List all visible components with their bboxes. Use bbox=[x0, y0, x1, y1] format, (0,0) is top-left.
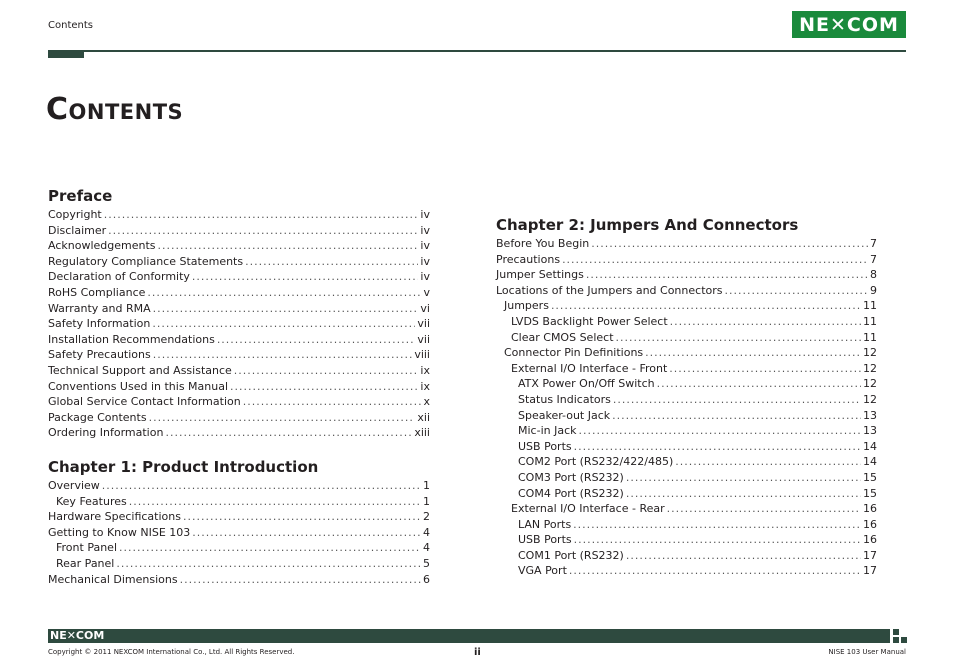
header-rule bbox=[48, 50, 906, 52]
toc-entry-page: xii bbox=[417, 410, 430, 424]
toc-entry-label: VGA Port bbox=[518, 564, 567, 578]
toc-entry[interactable] bbox=[48, 556, 430, 572]
toc-entry[interactable] bbox=[48, 301, 430, 317]
toc-entry[interactable] bbox=[496, 298, 877, 314]
toc-entry-page: 7 bbox=[870, 252, 877, 266]
chapter1-section bbox=[48, 456, 430, 587]
toc-entry-page: iv bbox=[420, 223, 430, 237]
toc-entry-label: Key Features bbox=[56, 494, 127, 508]
toc-leader-dots bbox=[586, 267, 868, 283]
toc-entry[interactable] bbox=[48, 363, 430, 379]
toc-entry-page: 16 bbox=[863, 517, 877, 531]
toc-entry-label: Safety Information bbox=[48, 317, 151, 331]
toc-entry-page: 4 bbox=[423, 525, 430, 539]
toc-entry-label: Speaker-out Jack bbox=[518, 408, 611, 422]
toc-entry-label: Regulatory Compliance Statements bbox=[48, 254, 244, 268]
copyright-text: Copyright © 2011 NEXCOM International Co., Ltd. All Rights Reserved. bbox=[48, 648, 295, 656]
toc-entry-label: Installation Recommendations bbox=[48, 332, 215, 346]
toc-leader-dots bbox=[675, 454, 861, 470]
toc-leader-dots bbox=[129, 494, 421, 510]
toc-entry[interactable] bbox=[48, 394, 430, 410]
toc-leader-dots bbox=[243, 394, 422, 410]
toc-leader-dots bbox=[183, 509, 421, 525]
toc-entry-page: x bbox=[423, 395, 430, 409]
toc-entry-page: iv bbox=[420, 270, 430, 284]
toc-entry[interactable] bbox=[496, 548, 877, 564]
toc-leader-dots bbox=[116, 556, 421, 572]
toc-entry-page: 1 bbox=[423, 494, 430, 508]
toc-entry-page: 8 bbox=[870, 268, 877, 282]
chapter2-heading: Chapter 2: Jumpers And Connectors bbox=[496, 216, 799, 234]
toc-entry-page: 6 bbox=[423, 572, 430, 586]
toc-entry-label: COM3 Port (RS232) bbox=[518, 470, 624, 484]
toc-entry[interactable] bbox=[496, 267, 877, 283]
toc-entry-page: ix bbox=[420, 379, 430, 393]
toc-entry-page: 5 bbox=[423, 556, 430, 570]
toc-leader-dots bbox=[153, 301, 419, 317]
toc-entry-label: Disclaimer bbox=[48, 223, 107, 237]
toc-entry-page: iv bbox=[420, 254, 430, 268]
toc-entry[interactable] bbox=[48, 494, 430, 510]
toc-leader-dots bbox=[149, 410, 416, 426]
toc-entry-page: 13 bbox=[863, 424, 877, 438]
toc-entry[interactable] bbox=[496, 439, 877, 455]
toc-entry[interactable] bbox=[496, 532, 877, 548]
chapter1-list bbox=[48, 478, 430, 587]
toc-leader-dots bbox=[579, 423, 862, 439]
toc-entry-page: 17 bbox=[863, 564, 877, 578]
toc-entry-page: 4 bbox=[423, 541, 430, 555]
toc-leader-dots bbox=[104, 207, 419, 223]
footer-logo: NE✕COM bbox=[50, 629, 105, 642]
logo-text: NE✕COM bbox=[799, 13, 899, 36]
preface-section bbox=[48, 185, 430, 441]
toc-entry-label: LVDS Backlight Power Select bbox=[511, 314, 668, 328]
toc-leader-dots bbox=[153, 347, 413, 363]
toc-entry[interactable] bbox=[48, 285, 430, 301]
toc-leader-dots bbox=[152, 316, 415, 332]
footer-bar bbox=[48, 629, 890, 643]
toc-entry-label: COM2 Port (RS232/422/485) bbox=[518, 455, 674, 469]
toc-entry[interactable] bbox=[496, 283, 877, 299]
toc-entry-label: RoHS Compliance bbox=[48, 285, 146, 299]
preface-list bbox=[48, 207, 430, 441]
toc-entry[interactable] bbox=[496, 423, 877, 439]
toc-leader-dots bbox=[217, 332, 416, 348]
toc-leader-dots bbox=[230, 379, 418, 395]
toc-entry-label: COM1 Port (RS232) bbox=[518, 548, 624, 562]
toc-entry[interactable] bbox=[48, 238, 430, 254]
toc-leader-dots bbox=[657, 376, 861, 392]
toc-leader-dots bbox=[612, 408, 861, 424]
toc-entry-label: Clear CMOS Select bbox=[511, 330, 614, 344]
manual-name: NISE 103 User Manual bbox=[828, 648, 906, 656]
toc-entry-page: 11 bbox=[863, 330, 877, 344]
toc-entry-label: Global Service Contact Information bbox=[48, 395, 241, 409]
toc-entry[interactable] bbox=[496, 361, 877, 377]
chapter1-heading: Chapter 1: Product Introduction bbox=[48, 458, 319, 476]
toc-entry-page: 13 bbox=[863, 408, 877, 422]
toc-entry-page: vi bbox=[420, 301, 430, 315]
toc-leader-dots bbox=[574, 439, 861, 455]
toc-entry-page: ix bbox=[420, 363, 430, 377]
toc-entry-page: 9 bbox=[870, 283, 877, 297]
toc-entry-label: Technical Support and Assistance bbox=[48, 363, 232, 377]
toc-entry[interactable] bbox=[496, 236, 877, 252]
toc-leader-dots bbox=[551, 298, 861, 314]
toc-leader-dots bbox=[573, 517, 861, 533]
toc-entry[interactable] bbox=[496, 501, 877, 517]
toc-entry-page: vii bbox=[417, 317, 430, 331]
toc-entry-label: Rear Panel bbox=[56, 556, 115, 570]
toc-entry[interactable] bbox=[496, 252, 877, 268]
toc-entry-page: 16 bbox=[863, 502, 877, 516]
toc-entry-page: 11 bbox=[863, 299, 877, 313]
toc-leader-dots bbox=[725, 283, 869, 299]
toc-entry[interactable] bbox=[48, 379, 430, 395]
toc-entry-page: v bbox=[423, 285, 430, 299]
toc-entry[interactable] bbox=[496, 486, 877, 502]
toc-leader-dots bbox=[147, 285, 421, 301]
toc-entry-label: Declaration of Conformity bbox=[48, 270, 190, 284]
toc-entry-page: 14 bbox=[863, 439, 877, 453]
toc-entry[interactable] bbox=[48, 269, 430, 285]
toc-entry[interactable] bbox=[48, 425, 430, 441]
toc-leader-dots bbox=[574, 532, 861, 548]
footer-square bbox=[893, 637, 899, 643]
toc-leader-dots bbox=[670, 314, 861, 330]
toc-leader-dots bbox=[626, 486, 861, 502]
toc-entry-label: Mic-in Jack bbox=[518, 424, 577, 438]
toc-entry[interactable] bbox=[48, 254, 430, 270]
toc-leader-dots bbox=[613, 392, 861, 408]
header-rule-block bbox=[48, 50, 84, 58]
toc-entry-label: Jumpers bbox=[504, 299, 549, 313]
toc-entry-page: 15 bbox=[863, 486, 877, 500]
toc-entry[interactable] bbox=[496, 563, 877, 579]
toc-entry-label: Getting to Know NISE 103 bbox=[48, 525, 191, 539]
toc-entry-page: 1 bbox=[423, 479, 430, 492]
toc-entry[interactable] bbox=[48, 332, 430, 348]
toc-entry-page: 17 bbox=[863, 548, 877, 562]
footer-square bbox=[893, 629, 899, 635]
toc-leader-dots bbox=[626, 548, 861, 564]
toc-entry-page: 15 bbox=[863, 470, 877, 484]
toc-leader-dots bbox=[562, 252, 868, 268]
toc-entry-page: 12 bbox=[863, 361, 877, 375]
toc-entry-label: Jumper Settings bbox=[496, 268, 584, 282]
toc-entry-label: Mechanical Dimensions bbox=[48, 572, 178, 586]
toc-leader-dots bbox=[626, 470, 861, 486]
toc-entry[interactable] bbox=[496, 330, 877, 346]
toc-entry[interactable] bbox=[496, 392, 877, 408]
toc-entry-label: Status Indicators bbox=[518, 392, 611, 406]
footer-square bbox=[901, 637, 907, 643]
nexcom-logo bbox=[792, 11, 906, 38]
toc-entry-label: Hardware Specifications bbox=[48, 510, 181, 524]
toc-entry-label: External I/O Interface - Rear bbox=[511, 502, 665, 516]
page-title: Contents bbox=[46, 92, 184, 127]
toc-entry-page: 11 bbox=[863, 314, 877, 328]
toc-entry-page: iv bbox=[420, 208, 430, 221]
toc-leader-dots bbox=[180, 572, 421, 588]
toc-leader-dots bbox=[667, 501, 861, 517]
toc-entry-label: Front Panel bbox=[56, 541, 117, 555]
toc-entry[interactable] bbox=[496, 470, 877, 486]
toc-entry[interactable] bbox=[48, 509, 430, 525]
toc-entry[interactable] bbox=[48, 347, 430, 363]
toc-entry-label: Precautions bbox=[496, 252, 561, 266]
toc-leader-dots bbox=[192, 269, 419, 285]
toc-leader-dots bbox=[616, 330, 861, 346]
preface-heading: Preface bbox=[48, 187, 113, 205]
toc-entry-page: xiii bbox=[414, 426, 430, 440]
toc-entry-label: LAN Ports bbox=[518, 517, 572, 531]
toc-entry-page: 12 bbox=[863, 392, 877, 406]
toc-entry-page: iv bbox=[420, 239, 430, 253]
toc-entry-page: vii bbox=[417, 332, 430, 346]
toc-entry[interactable] bbox=[496, 314, 877, 330]
toc-entry[interactable] bbox=[48, 223, 430, 239]
toc-entry-label: Acknowledgements bbox=[48, 239, 156, 253]
toc-leader-dots bbox=[119, 540, 421, 556]
toc-entry-page: 7 bbox=[870, 237, 877, 250]
toc-entry[interactable] bbox=[48, 316, 430, 332]
toc-leader-dots bbox=[245, 254, 418, 270]
toc-entry-label: Overview bbox=[48, 479, 100, 492]
toc-entry[interactable] bbox=[496, 376, 877, 392]
toc-leader-dots bbox=[569, 563, 861, 579]
toc-entry-label: USB Ports bbox=[518, 533, 572, 547]
toc-entry-label: Ordering Information bbox=[48, 426, 164, 440]
toc-leader-dots bbox=[669, 361, 861, 377]
toc-entry-label: Locations of the Jumpers and Connectors bbox=[496, 283, 723, 297]
toc-leader-dots bbox=[102, 478, 421, 494]
toc-entry[interactable] bbox=[48, 478, 430, 494]
running-header: Contents bbox=[48, 20, 93, 31]
toc-entry-page: 14 bbox=[863, 455, 877, 469]
toc-entry-page: 12 bbox=[863, 346, 877, 360]
toc-entry[interactable] bbox=[496, 345, 877, 361]
toc-leader-dots bbox=[591, 236, 868, 252]
toc-entry-label: External I/O Interface - Front bbox=[511, 361, 668, 375]
toc-entry-label: Connector Pin Definitions bbox=[504, 346, 644, 360]
toc-entry-label: Before You Begin bbox=[496, 237, 590, 250]
toc-leader-dots bbox=[108, 223, 418, 239]
toc-entry[interactable] bbox=[48, 540, 430, 556]
toc-leader-dots bbox=[192, 525, 421, 541]
toc-leader-dots bbox=[645, 345, 861, 361]
toc-entry-label: Conventions Used in this Manual bbox=[48, 379, 229, 393]
chapter2-section bbox=[496, 214, 877, 579]
toc-entry-page: viii bbox=[414, 348, 430, 362]
toc-entry-label: ATX Power On/Off Switch bbox=[518, 377, 655, 391]
toc-entry-label: Copyright bbox=[48, 208, 102, 221]
toc-entry[interactable] bbox=[496, 408, 877, 424]
toc-entry-label: USB Ports bbox=[518, 439, 572, 453]
toc-entry[interactable] bbox=[496, 517, 877, 533]
toc-entry-label: Package Contents bbox=[48, 410, 147, 424]
toc-entry[interactable] bbox=[48, 410, 430, 426]
toc-entry-page: 16 bbox=[863, 533, 877, 547]
toc-leader-dots bbox=[158, 238, 419, 254]
toc-entry-page: 2 bbox=[423, 510, 430, 524]
toc-entry-label: Safety Precautions bbox=[48, 348, 151, 362]
toc-entry-label: COM4 Port (RS232) bbox=[518, 486, 624, 500]
chapter2-list bbox=[496, 236, 877, 579]
page-number: ii bbox=[474, 647, 481, 658]
toc-leader-dots bbox=[234, 363, 419, 379]
toc-entry[interactable] bbox=[496, 454, 877, 470]
toc-leader-dots bbox=[165, 425, 412, 441]
toc-entry-label: Warranty and RMA bbox=[48, 301, 151, 315]
toc-entry[interactable] bbox=[48, 525, 430, 541]
toc-entry[interactable] bbox=[48, 207, 430, 223]
toc-entry-page: 12 bbox=[863, 377, 877, 391]
toc-entry[interactable] bbox=[48, 572, 430, 588]
